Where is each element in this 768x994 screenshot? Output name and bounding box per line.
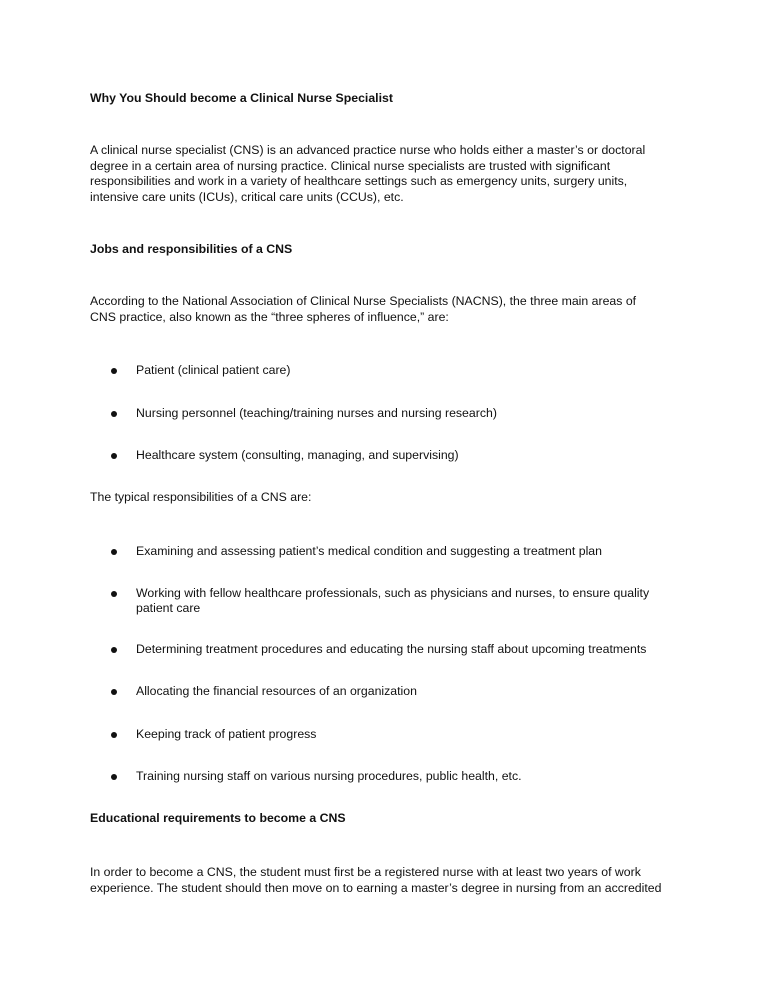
bullet-icon (111, 689, 117, 695)
bullet-icon (111, 591, 117, 597)
bullet-icon (111, 647, 117, 653)
section-heading-education: Educational requirements to become a CNS (90, 811, 346, 825)
paragraph-line: The typical responsibilities of a CNS are: (90, 490, 312, 504)
bullet-icon (111, 774, 117, 780)
responsibilities-intro (90, 490, 690, 506)
list-item-text: Working with fellow healthcare professionals, such as physicians and nurses, to ensure quality (136, 586, 650, 600)
nacns-paragraph (90, 294, 690, 325)
list-item-text: Nursing personnel (teaching/training nurses and nursing research) (136, 406, 497, 420)
list-item-text: Training nursing staff on various nursing procedures, public health, etc. (136, 769, 522, 783)
document-title: Why You Should become a Clinical Nurse Specialist (90, 91, 393, 105)
list-item-text: Healthcare system (consulting, managing, and supervising) (136, 448, 459, 462)
bullet-icon (111, 549, 117, 555)
list-item-text: Keeping track of patient progress (136, 727, 317, 741)
bullet-icon (111, 368, 117, 374)
bullet-icon (111, 453, 117, 459)
list-item-text: patient care (136, 601, 201, 615)
paragraph-line: experience. The student should then move on to earning a master’s degree in nursing from an accredited (90, 880, 662, 895)
paragraph-line: In order to become a CNS, the student must first be a registered nurse with at least two years of work (90, 865, 641, 879)
intro-line: intensive care units (ICUs), critical care units (CCUs), etc. (90, 189, 404, 204)
list-item-text: Determining treatment procedures and educating the nursing staff about upcoming treatments (136, 642, 647, 656)
bullet-icon (111, 732, 117, 738)
paragraph-line: According to the National Association of Clinical Nurse Specialists (NACNS), the three main areas of (90, 294, 637, 308)
section-heading-jobs: Jobs and responsibilities of a CNS (90, 242, 293, 256)
intro-paragraph (90, 143, 690, 205)
list-item-text: Allocating the financial resources of an organization (136, 684, 417, 698)
bullet-icon (111, 411, 117, 417)
paragraph-line: CNS practice, also known as the “three spheres of influence,” are: (90, 309, 449, 324)
intro-line: degree in a certain area of nursing practice. Clinical nurse specialists are trusted with significant (90, 158, 611, 173)
education-paragraph (90, 865, 690, 896)
intro-line: responsibilities and work in a variety of healthcare settings such as emergency units, surgery units, (90, 174, 628, 188)
list-item-text: Patient (clinical patient care) (136, 363, 291, 377)
intro-line: A clinical nurse specialist (CNS) is an advanced practice nurse who holds either a master’s or doctoral (90, 143, 646, 157)
list-item-text: Examining and assessing patient’s medical condition and suggesting a treatment plan (136, 544, 602, 558)
